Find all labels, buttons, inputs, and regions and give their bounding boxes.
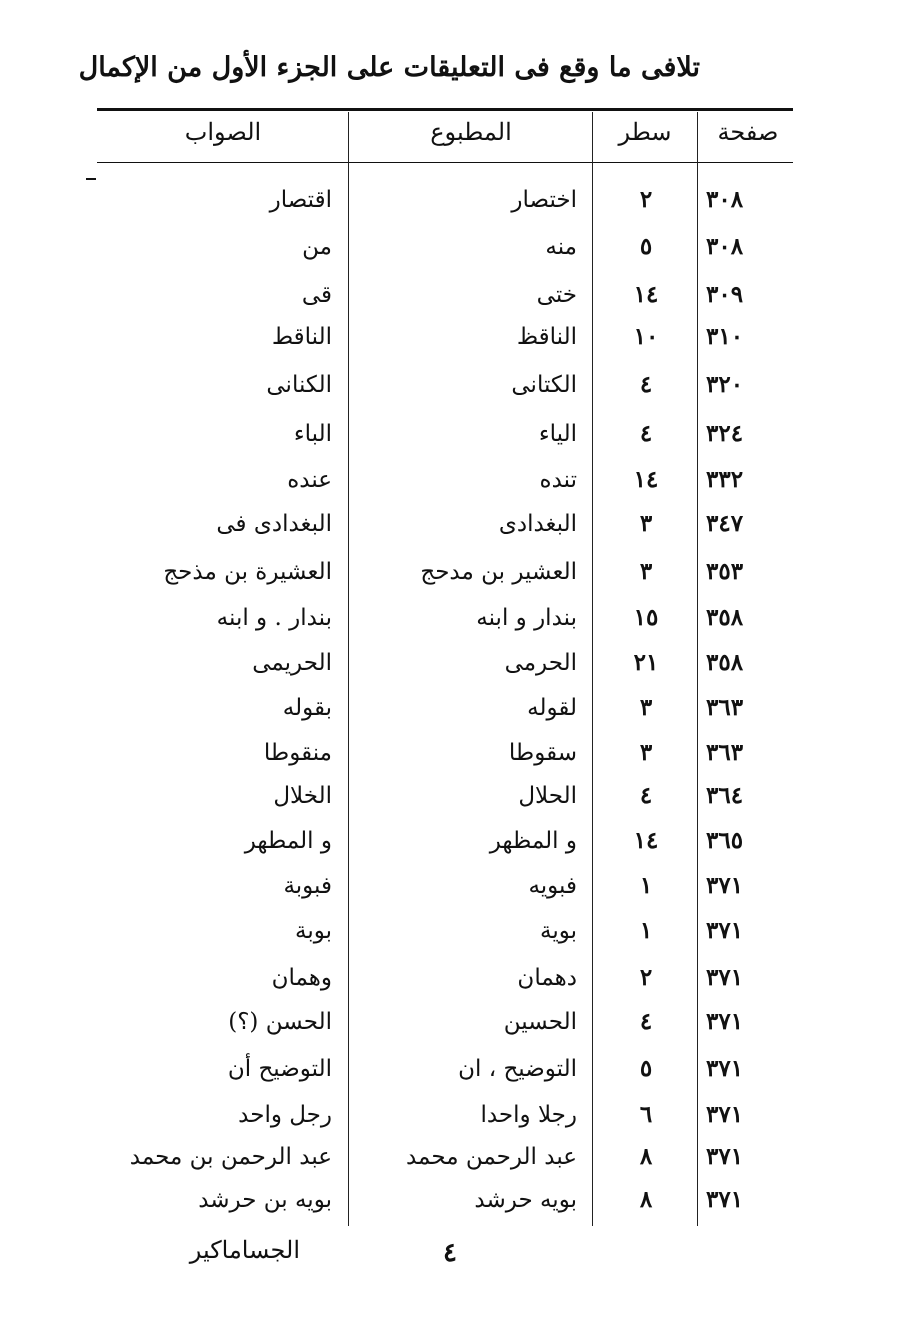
- line-cell: ٤: [639, 782, 653, 809]
- table-row: [0, 911, 922, 951]
- page-cell: ٣٧١: [706, 1143, 744, 1170]
- printed-cell: سقوطا: [508, 740, 577, 766]
- page-cell: ٣٦٣: [706, 739, 744, 766]
- correct-cell: رجل واحد: [238, 1102, 332, 1128]
- page-cell: ٣٥٨: [706, 649, 744, 676]
- line-cell: ٢: [639, 186, 653, 213]
- line-cell: ٨: [639, 1143, 653, 1170]
- correct-cell: بوبة: [294, 918, 332, 944]
- correct-cell: البغدادى فى: [216, 511, 332, 537]
- table-row: [0, 275, 922, 315]
- line-cell: ٤: [639, 420, 653, 447]
- table-row: [0, 733, 922, 773]
- table-row: [0, 598, 922, 638]
- correct-cell: فبوبة: [283, 873, 332, 899]
- printed-cell: الياء: [538, 421, 577, 447]
- line-cell: ١٠: [633, 323, 659, 350]
- correct-cell: بويه بن حرشد: [198, 1187, 332, 1213]
- page-cell: ٣٢٠: [706, 371, 744, 398]
- header-correct: الصواب: [184, 118, 262, 146]
- table-row: [0, 552, 922, 592]
- line-cell: ١٥: [633, 604, 659, 631]
- printed-cell: الحسين: [503, 1009, 577, 1035]
- page-cell: ٣٦٣: [706, 694, 744, 721]
- printed-cell: بندار و ابنه: [476, 605, 577, 631]
- table-row: [0, 688, 922, 728]
- table-row: [0, 227, 922, 267]
- page-title: تلافى ما وقع فى التعليقات على الجزء الأول من الإكمال: [78, 52, 700, 83]
- table-row: [0, 776, 922, 816]
- line-cell: ٥: [639, 233, 653, 260]
- page-cell: ٣٠٨: [706, 233, 744, 260]
- page-cell: ٣٧١: [706, 1008, 744, 1035]
- correct-cell: و المطهر: [244, 828, 332, 854]
- correct-cell: الحريمى: [252, 650, 332, 676]
- printer-signature: الجساماكير: [189, 1236, 300, 1264]
- page-cell: ٣٧١: [706, 964, 744, 991]
- line-cell: ٤: [639, 371, 653, 398]
- table-row: [0, 866, 922, 906]
- printed-cell: منه: [545, 234, 577, 260]
- correct-cell: العشيرة بن مذحج: [163, 559, 332, 585]
- page-cell: ٣٦٤: [706, 782, 744, 809]
- table-row: [0, 1137, 922, 1177]
- table-row: [0, 180, 922, 220]
- page-cell: ٣٥٨: [706, 604, 744, 631]
- line-cell: ٥: [639, 1055, 653, 1082]
- correct-cell: عبد الرحمن بن محمد: [129, 1144, 332, 1170]
- page-cell: ٣٧١: [706, 1055, 744, 1082]
- printed-cell: بويه حرشد: [474, 1187, 577, 1213]
- line-cell: ٣: [639, 694, 653, 721]
- correct-cell: بقوله: [282, 695, 332, 721]
- correct-cell: منقوطا: [263, 740, 332, 766]
- page-cell: ٣٧١: [706, 1186, 744, 1213]
- page-number: ٤: [443, 1238, 457, 1268]
- line-cell: ٤: [639, 1008, 653, 1035]
- correct-cell: عنده: [287, 467, 332, 493]
- correct-cell: بندار . و ابنه: [216, 605, 332, 631]
- table-row: [0, 1180, 922, 1220]
- table-row: [0, 958, 922, 998]
- table-row: [0, 1095, 922, 1135]
- printed-cell: البغدادى: [498, 511, 577, 537]
- header-line: سطر: [618, 118, 672, 146]
- printed-cell: الحرمى: [504, 650, 577, 676]
- line-cell: ١٤: [633, 466, 659, 493]
- page-cell: ٣٧١: [706, 872, 744, 899]
- line-cell: ١: [639, 917, 653, 944]
- printed-cell: و المظهر: [489, 828, 577, 854]
- page-cell: ٣٣٢: [706, 466, 744, 493]
- correct-cell: وهمان: [271, 965, 332, 991]
- line-cell: ٢١: [633, 649, 659, 676]
- table-row: [0, 821, 922, 861]
- correct-cell: الكنانى: [266, 372, 332, 398]
- printed-cell: فبويه: [528, 873, 577, 899]
- table-row: [0, 1002, 922, 1042]
- printed-cell: دهمان: [517, 965, 577, 991]
- correct-cell: اقتصار: [269, 187, 332, 213]
- printed-cell: رجلا واحدا: [480, 1102, 577, 1128]
- line-cell: ١٤: [633, 281, 659, 308]
- table-row: [0, 1049, 922, 1089]
- top-rule: [97, 108, 793, 111]
- table-row: [0, 643, 922, 683]
- page-cell: ٣٢٤: [706, 420, 744, 447]
- line-cell: ٨: [639, 1186, 653, 1213]
- page-cell: ٣٠٨: [706, 186, 744, 213]
- correct-cell: الباء: [293, 421, 332, 447]
- page-cell: ٣١٠: [706, 323, 744, 350]
- header-printed: المطبوع: [430, 118, 512, 146]
- correct-cell: من: [302, 234, 332, 260]
- line-cell: ٦: [639, 1101, 653, 1128]
- page-cell: ٣٤٧: [706, 510, 744, 537]
- printed-cell: الكتانى: [511, 372, 577, 398]
- correct-cell: الخلال: [273, 783, 332, 809]
- page-cell: ٣٧١: [706, 1101, 744, 1128]
- header-rule: [97, 162, 793, 163]
- line-cell: ٣: [639, 739, 653, 766]
- line-cell: ١٤: [633, 827, 659, 854]
- printed-cell: لقوله: [527, 695, 577, 721]
- printed-cell: عبد الرحمن محمد: [405, 1144, 577, 1170]
- printed-cell: تنده: [539, 467, 577, 493]
- printed-cell: التوضيح ، ان: [458, 1056, 577, 1082]
- printed-cell: بوية: [539, 918, 577, 944]
- printed-cell: ختى: [536, 282, 577, 308]
- printed-cell: العشير بن مدحج: [420, 559, 577, 585]
- table-row: [0, 414, 922, 454]
- page-cell: ٣٦٥: [706, 827, 744, 854]
- table-row: [0, 365, 922, 405]
- page-cell: ٣٥٣: [706, 558, 744, 585]
- printed-cell: اختصار: [511, 187, 577, 213]
- page-cell: ٣٧١: [706, 917, 744, 944]
- correct-cell: التوضيح أن: [227, 1056, 332, 1082]
- correct-cell: الناقط: [271, 324, 332, 350]
- line-cell: ٣: [639, 510, 653, 537]
- correct-cell: قى: [301, 282, 332, 308]
- printed-cell: الحلال: [518, 783, 577, 809]
- printed-cell: الناقظ: [516, 324, 577, 350]
- line-cell: ٣: [639, 558, 653, 585]
- line-cell: ٢: [639, 964, 653, 991]
- table-row: [0, 317, 922, 357]
- table-row: [0, 460, 922, 500]
- table-row: [0, 504, 922, 544]
- header-page: صفحة: [717, 118, 779, 146]
- page-cell: ٣٠٩: [706, 281, 744, 308]
- line-cell: ١: [639, 872, 653, 899]
- correct-cell: الحسن (؟): [228, 1009, 332, 1035]
